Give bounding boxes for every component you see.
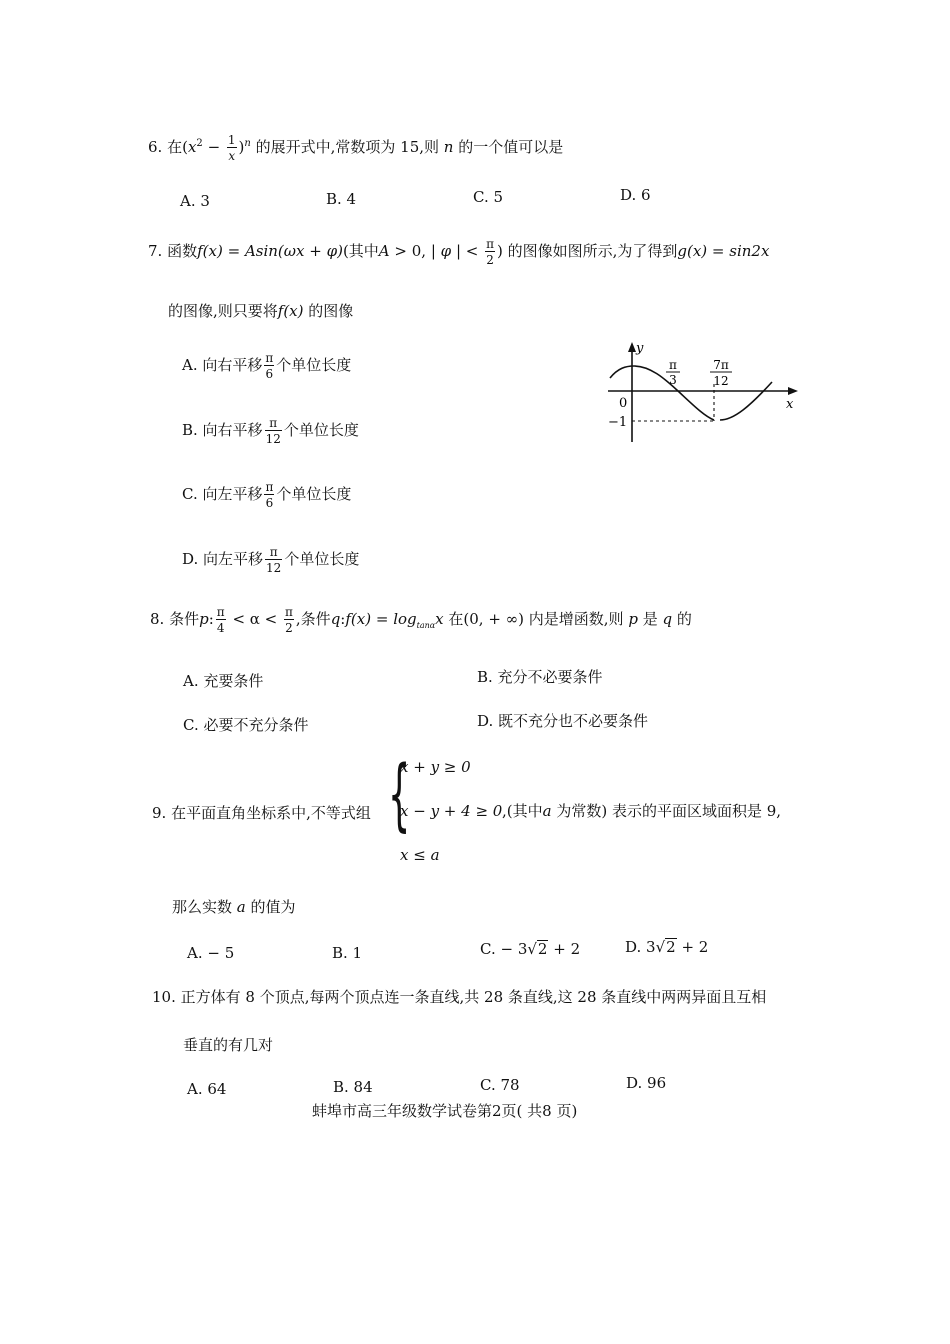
q10-number: 10. bbox=[152, 988, 176, 1006]
q6-fraction: $\frac{1}{x}$ bbox=[227, 133, 236, 163]
q8-number: 8. bbox=[150, 610, 165, 628]
q10-option-a: A. 64 bbox=[187, 1080, 227, 1098]
q9-stem-line2: 那么实数 a 的值为 bbox=[172, 898, 296, 916]
q10-option-c: C. 78 bbox=[480, 1076, 520, 1094]
q9-number: 9. bbox=[152, 804, 167, 822]
pi3-num: π bbox=[669, 358, 677, 372]
q9-option-b: B. 1 bbox=[332, 944, 363, 962]
q7-option-c: C. 向左平移 $\frac{\pi}{6}$ 个单位长度 bbox=[182, 480, 352, 510]
pi7-num: 7π bbox=[713, 358, 729, 372]
q9-inequality-3: x ≤ a bbox=[400, 846, 440, 864]
q9-stem-pre: 9. 在平面直角坐标系中,不等式组 bbox=[152, 804, 371, 822]
q7-option-d: D. 向左平移 $\frac{\pi}{12}$ 个单位长度 bbox=[182, 545, 360, 575]
q6-option-b: B. 4 bbox=[326, 190, 357, 208]
q10-option-b: B. 84 bbox=[333, 1078, 373, 1096]
q10-option-d: D. 96 bbox=[626, 1074, 667, 1092]
q9-brace: { bbox=[388, 750, 411, 840]
q6-option-c: C. 5 bbox=[473, 188, 504, 206]
page-footer: 蚌埠市高三年级数学试卷第2页( 共8 页) bbox=[312, 1102, 578, 1120]
q7-stem-line1: 7. 函数f(x) = Asin(ωx + φ)(其中A > 0, | φ | < $\frac{\pi}{2}$ ) 的图像如图所示,为了得到g(x) = sin2x bbox=[148, 237, 770, 267]
q9-stem-mid: ,(其中a 为常数) 表示的平面区域面积是 9, bbox=[502, 802, 782, 820]
q7-pi-over-2: $\frac{\pi}{2}$ bbox=[486, 237, 494, 267]
q9-option-c: C. − 3√2 + 2 bbox=[480, 940, 581, 958]
q9-inequality-2: x − y + 4 ≥ 0 bbox=[400, 802, 503, 820]
x-axis-arrow bbox=[788, 387, 798, 395]
y-label: y bbox=[636, 341, 644, 356]
q9-inequality-1: x + y ≥ 0 bbox=[400, 758, 471, 776]
y-axis-arrow bbox=[628, 342, 636, 352]
pi3-den: 3 bbox=[669, 373, 677, 387]
q7-option-a: A. 向右平移 $\frac{\pi}{6}$ 个单位长度 bbox=[182, 351, 352, 381]
q7-number: 7. bbox=[148, 242, 163, 260]
q8-stem: 8. 条件p: $\frac{\pi}{4}$ < α < $\frac{\pi}{2}$ ,条件q:f(x) = $\log_{tan\alpha}x$ 在(0, + ∞) 内是增函数,则 p 是 q 的 bbox=[150, 605, 692, 635]
q10-stem-line2: 垂直的有几对 bbox=[183, 1036, 274, 1054]
minus-one-label: −1 bbox=[608, 415, 628, 430]
pi7-den: 12 bbox=[713, 374, 729, 388]
q8-option-d: D. 既不充分也不必要条件 bbox=[477, 712, 649, 730]
origin-label: 0 bbox=[619, 396, 628, 411]
q8-option-a: A. 充要条件 bbox=[183, 672, 264, 690]
q7-sine-graph bbox=[600, 338, 810, 448]
q9-option-a: A. − 5 bbox=[187, 944, 235, 962]
q7-stem-line2: 的图像,则只要将f(x) 的图像 bbox=[168, 302, 354, 320]
q7-option-b: B. 向右平移 $\frac{\pi}{12}$ 个单位长度 bbox=[182, 416, 359, 446]
q6-number: 6. bbox=[148, 138, 163, 156]
x-label: x bbox=[786, 397, 794, 412]
q10-stem-line1: 10. 正方体有 8 个顶点,每两个顶点连一条直线,共 28 条直线,这 28 条直线中两两异面且互相 bbox=[152, 988, 767, 1006]
q8-option-b: B. 充分不必要条件 bbox=[477, 668, 603, 686]
q8-option-c: C. 必要不充分条件 bbox=[183, 716, 309, 734]
q6-option-d: D. 6 bbox=[620, 186, 651, 204]
q6-option-a: A. 3 bbox=[180, 192, 210, 210]
sine-curve-left bbox=[610, 366, 714, 420]
q6-stem: 6. 在($x^2$ − $\frac{1}{x}$ )$^n$ 的展开式中,常数项为 15,则 n 的一个值可以是 bbox=[148, 133, 564, 163]
q9-option-d: D. 3√2 + 2 bbox=[625, 938, 709, 956]
